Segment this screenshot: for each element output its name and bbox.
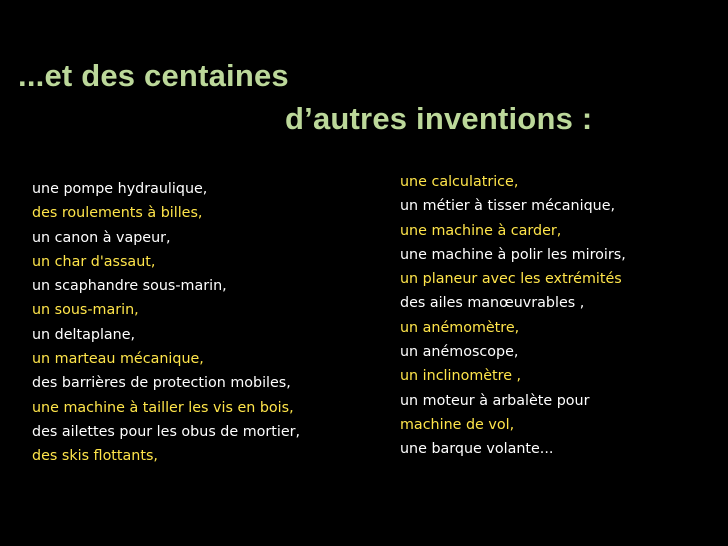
invention-item: une machine à polir les miroirs, bbox=[400, 246, 626, 263]
invention-item: une machine à carder, bbox=[400, 222, 562, 239]
inventions-list-right bbox=[400, 170, 720, 462]
invention-item: machine de vol, bbox=[400, 416, 515, 433]
invention-item: un anémomètre, bbox=[400, 319, 520, 336]
invention-item: un sous-marin, bbox=[32, 302, 139, 319]
slide-title-line-2: d’autres inventions : bbox=[285, 101, 593, 136]
invention-item: un marteau mécanique, bbox=[32, 351, 204, 368]
invention-item: un planeur avec les extrémités bbox=[400, 271, 622, 288]
invention-item: un canon à vapeur, bbox=[32, 229, 171, 246]
invention-item: une barque volante... bbox=[400, 441, 554, 458]
slide-title-line-1: ...et des centaines bbox=[18, 58, 289, 93]
invention-item: un métier à tisser mécanique, bbox=[400, 198, 616, 215]
invention-item: des roulements à billes, bbox=[32, 205, 203, 222]
invention-item: des ailettes pour les obus de mortier, bbox=[32, 423, 301, 440]
invention-item: une machine à tailler les vis en bois, bbox=[32, 399, 294, 416]
invention-item: une pompe hydraulique, bbox=[32, 181, 208, 197]
invention-item: un inclinomètre , bbox=[400, 368, 522, 385]
invention-item: des skis flottants, bbox=[32, 448, 158, 465]
invention-item: des barrières de protection mobiles, bbox=[32, 375, 291, 392]
invention-item: un char d'assaut, bbox=[32, 253, 156, 270]
invention-item: un deltaplane, bbox=[32, 326, 136, 343]
invention-item: des ailes manœuvrables , bbox=[400, 295, 585, 312]
invention-item: un scaphandre sous-marin, bbox=[32, 278, 227, 295]
inventions-list-left bbox=[32, 177, 382, 469]
invention-item: un moteur à arbalète pour bbox=[400, 392, 590, 409]
invention-item: une calculatrice, bbox=[400, 174, 519, 190]
invention-item: un anémoscope, bbox=[400, 344, 519, 361]
